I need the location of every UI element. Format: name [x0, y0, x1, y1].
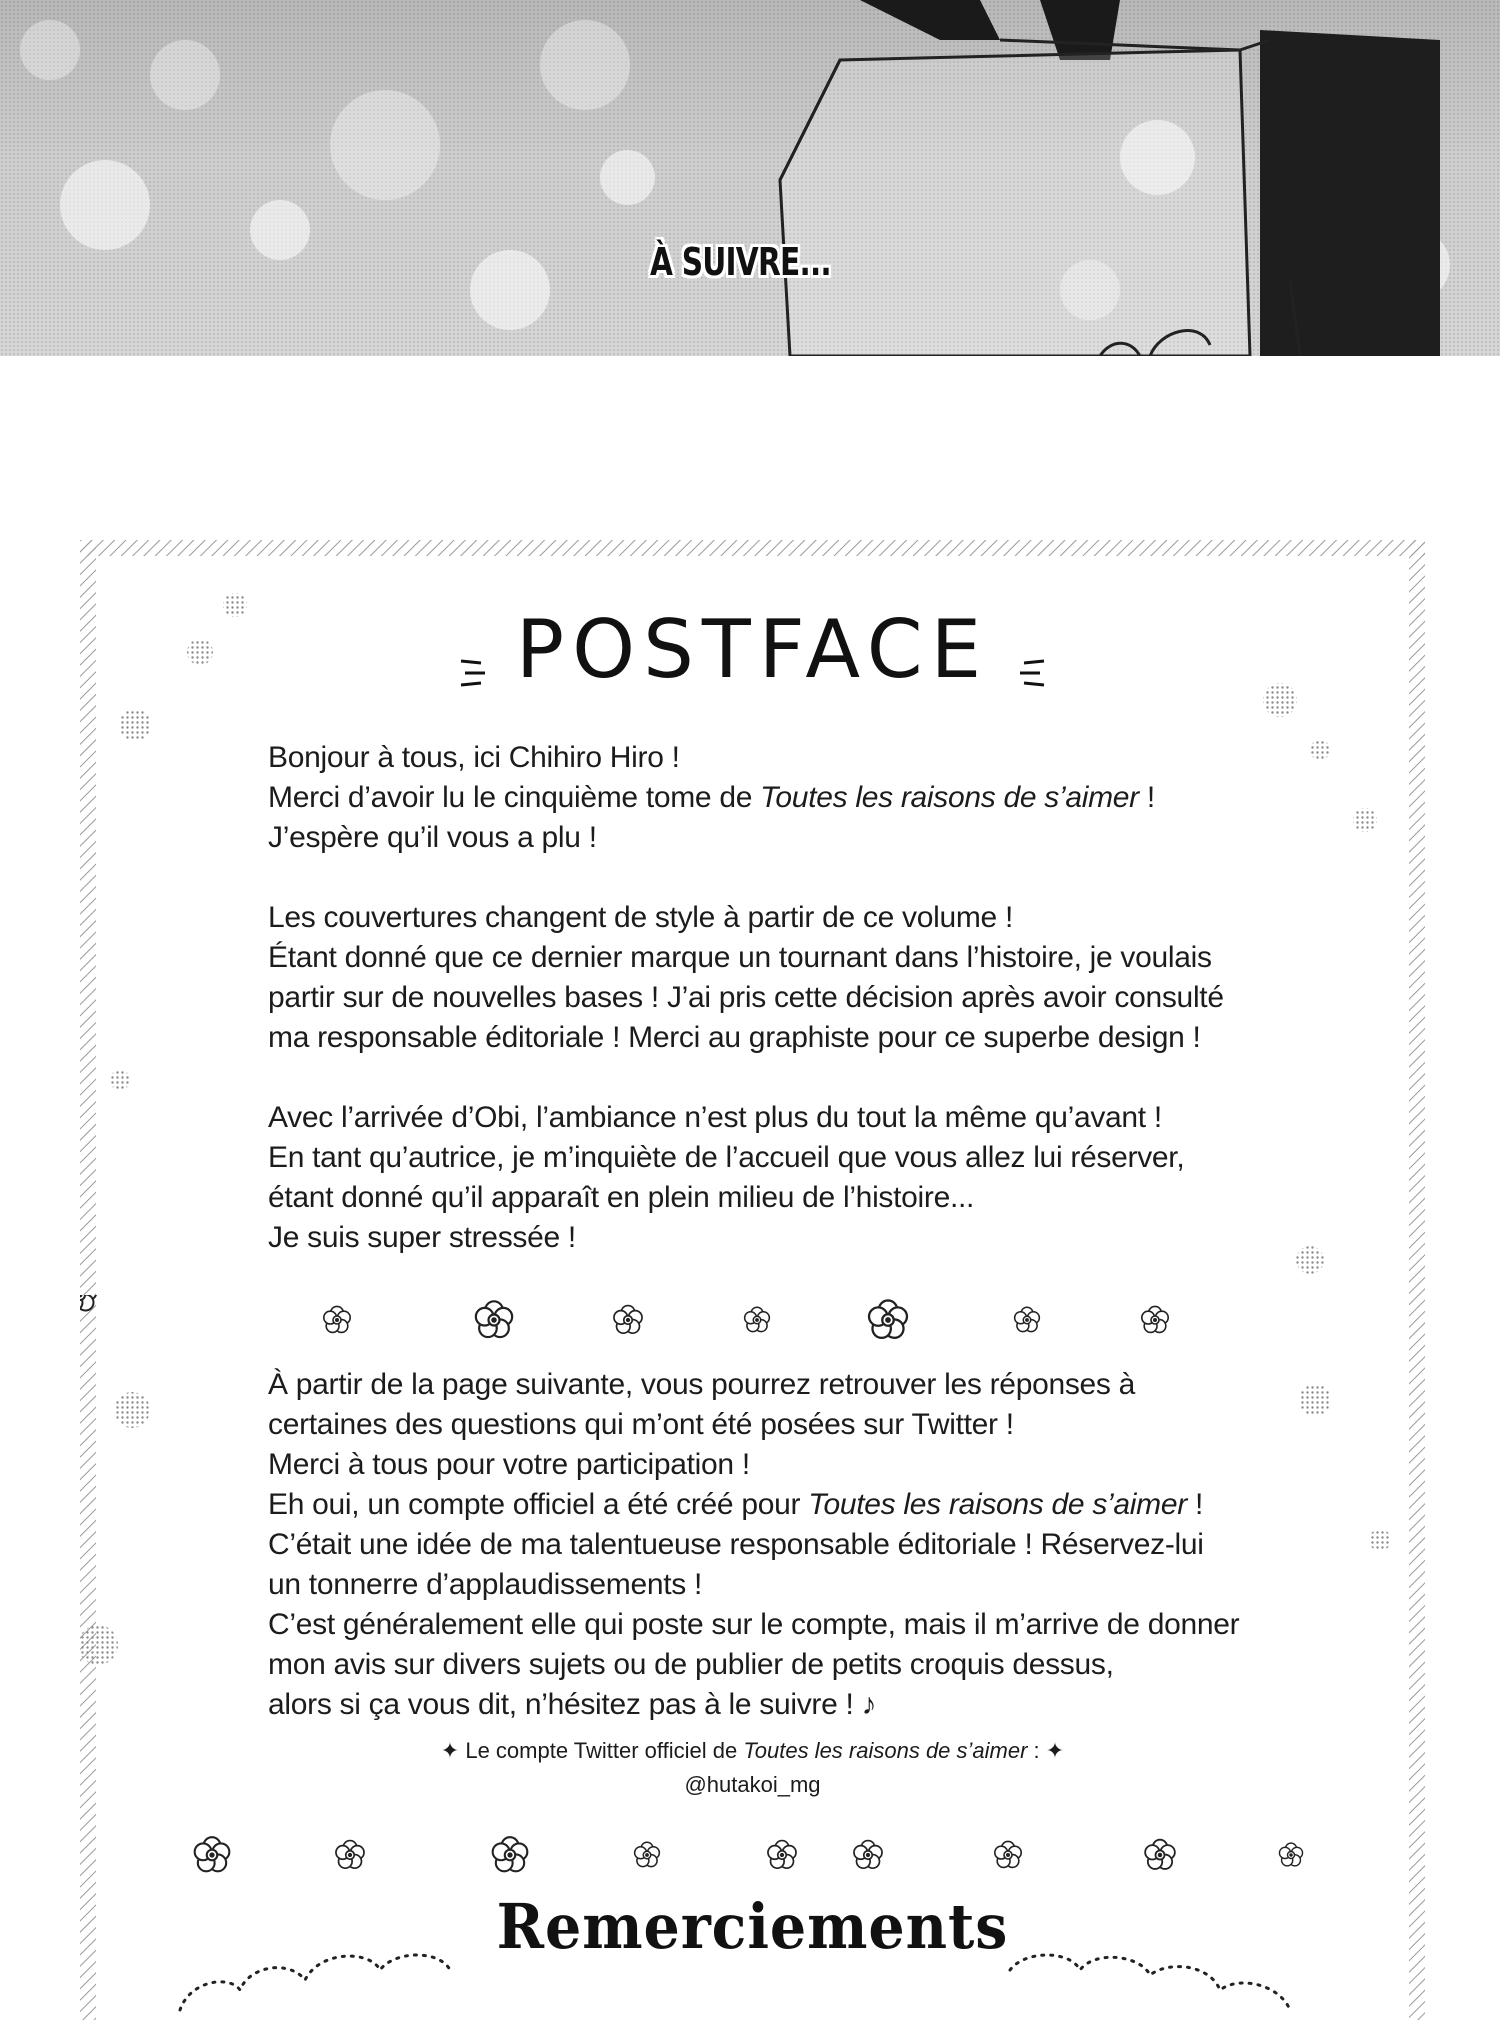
manga-panel — [0, 0, 1500, 356]
postface-title-text: POSTFACE — [515, 603, 990, 696]
text-line: partir sur de nouvelles bases ! J’ai pris cette décision après avoir consulté — [268, 981, 1224, 1014]
text-line: C’est généralement elle qui poste sur le compte, mais il m’arrive de donner — [268, 1608, 1240, 1641]
text-line: C’était une idée de ma talentueuse responsable éditoriale ! Réservez-lui — [268, 1528, 1204, 1561]
sparkle-icon: ✦ — [1045, 1738, 1065, 1763]
title-left-dashes-icon — [457, 653, 489, 693]
text-line: étant donné qu’il apparaît en plein milieu de l’histoire... — [268, 1181, 975, 1214]
postface-body-bottom — [268, 1365, 1288, 1725]
text-line: mon avis sur divers sujets ou de publier de petits croquis dessus, — [268, 1648, 1114, 1681]
sparkle-icon: ✦ — [440, 1738, 460, 1763]
to-be-continued-caption: À SUIVRE... — [650, 240, 831, 284]
text-line: Merci à tous pour votre participation ! — [268, 1448, 750, 1481]
text-line: Bonjour à tous, ici Chihiro Hiro ! — [268, 741, 680, 774]
text-line: Étant donné que ce dernier marque un tournant dans l’histoire, je voulais — [268, 941, 1212, 974]
flower-separator — [80, 1295, 1425, 1345]
text-line: Merci d’avoir lu le cinquième tome de Toutes les raisons de s’aimer ! — [268, 781, 1155, 814]
text-line: À partir de la page suivante, vous pourrez retrouver les réponses à — [268, 1368, 1136, 1401]
title-right-dashes-icon — [1016, 653, 1048, 693]
text-line: certaines des questions qui m’ont été posées sur Twitter ! — [268, 1408, 1014, 1441]
thanks-heading: Remerciements — [496, 1890, 1009, 1963]
text-line: alors si ça vous dit, n’hésitez pas à le suivre ! ♪ — [268, 1688, 877, 1721]
text-line: J’espère qu’il vous a plu ! — [268, 821, 597, 854]
character-figure-illustration — [0, 0, 1500, 356]
text-line: Je suis super stressée ! — [268, 1221, 576, 1254]
text-line: Les couvertures changent de style à partir de ce volume ! — [268, 901, 1013, 934]
twitter-handle: @hutakoi_mg — [684, 1772, 821, 1797]
postface-body-top — [268, 738, 1288, 1258]
twitter-account-line: ✦ Le compte Twitter officiel de Toutes les raisons de s’aimer : ✦ — [440, 1738, 1065, 1763]
text-line: En tant qu’autrice, je m’inquiète de l’accueil que vous allez lui réserver, — [268, 1141, 1185, 1174]
text-line: ma responsable éditoriale ! Merci au graphiste pour ce superbe design ! — [268, 1021, 1201, 1054]
text-line: Eh oui, un compte officiel a été créé pour Toutes les raisons de s’aimer ! — [268, 1488, 1204, 1521]
text-line: Avec l’arrivée d’Obi, l’ambiance n’est plus du tout la même qu’avant ! — [268, 1101, 1162, 1134]
flower-separator — [80, 1830, 1425, 1880]
postface-title — [80, 595, 1425, 705]
text-line: un tonnerre d’applaudissements ! — [268, 1568, 703, 1601]
postface-frame — [80, 540, 1425, 2020]
